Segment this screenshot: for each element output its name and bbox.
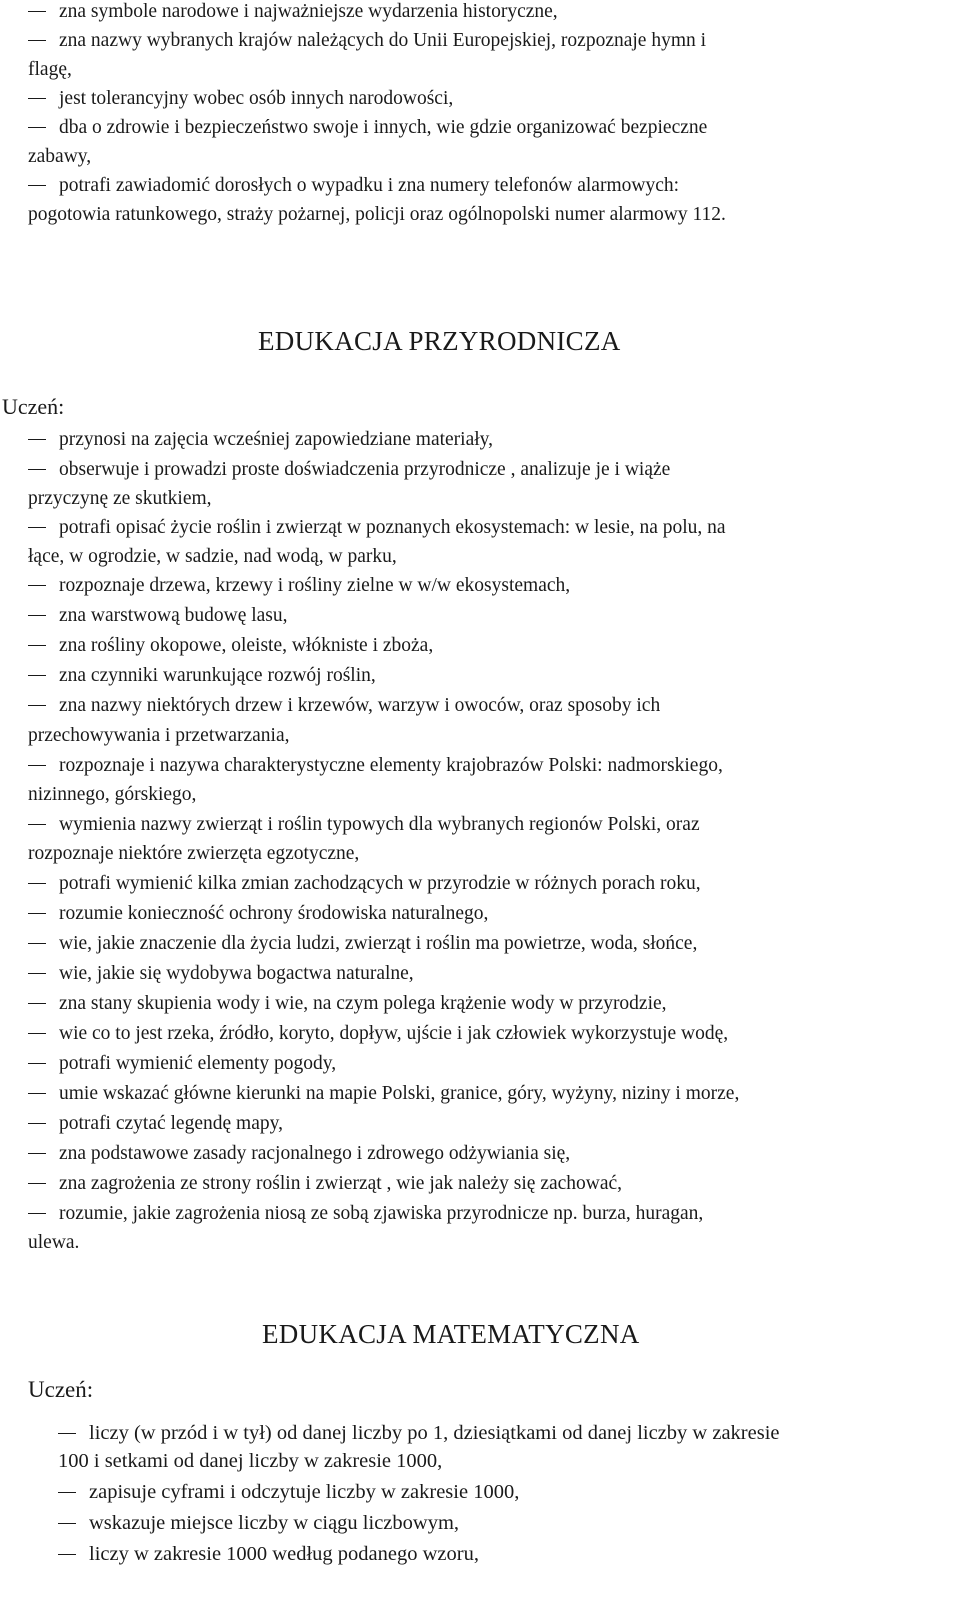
dash-bullet-icon: [28, 1033, 46, 1035]
list-item: liczy (w przód i w tył) od danej liczby po 1, dziesiątkami od danej liczby w zakresie: [58, 1421, 780, 1445]
section-heading: EDUKACJA PRZYRODNICZA: [258, 326, 621, 356]
dash-bullet-icon: [28, 943, 46, 945]
dash-bullet-icon: [28, 1213, 46, 1215]
list-item-continuation: flagę,: [28, 59, 72, 80]
list-item-continuation: rozpoznaje niektóre zwierzęta egzotyczne,: [28, 843, 360, 864]
list-item: wie, jakie się wydobywa bogactwa naturalne,: [28, 962, 414, 986]
list-item: obserwuje i prowadzi proste doświadczenia przyrodnicze , analizuje je i wiąże: [28, 458, 670, 482]
list-item-continuation: przechowywania i przetwarzania,: [28, 725, 290, 746]
dash-bullet-icon: [58, 1492, 76, 1494]
dash-bullet-icon: [28, 40, 46, 42]
list-item: rozumie, jakie zagrożenia niosą ze sobą zjawiska przyrodnicze np. burza, huragan,: [28, 1202, 703, 1226]
dash-bullet-icon: [28, 1003, 46, 1005]
dash-bullet-icon: [58, 1523, 76, 1525]
list-item-continuation: zabawy,: [28, 146, 92, 167]
list-item: jest tolerancyjny wobec osób innych narodowości,: [28, 87, 453, 111]
dash-bullet-icon: [28, 185, 46, 187]
list-item: wie co to jest rzeka, źródło, koryto, dopływ, ujście i jak człowiek wykorzystuje wodę,: [28, 1022, 728, 1046]
list-item: rozpoznaje drzewa, krzewy i rośliny zielne w w/w ekosystemach,: [28, 574, 570, 598]
list-item: przynosi na zajęcia wcześniej zapowiedziane materiały,: [28, 428, 493, 452]
dash-bullet-icon: [58, 1554, 76, 1556]
list-item: liczy w zakresie 1000 według podanego wzoru,: [58, 1542, 479, 1566]
list-item: zna nazwy wybranych krajów należących do Unii Europejskiej, rozpoznaje hymn i: [28, 29, 706, 53]
dash-bullet-icon: [28, 1123, 46, 1125]
list-item: zna stany skupienia wody i wie, na czym polega krążenie wody w przyrodzie,: [28, 992, 667, 1016]
list-item: potrafi czytać legendę mapy,: [28, 1112, 283, 1136]
list-item: rozpoznaje i nazywa charakterystyczne elementy krajobrazów Polski: nadmorskiego,: [28, 754, 723, 778]
list-item-continuation: przyczynę ze skutkiem,: [28, 488, 212, 509]
list-item: zapisuje cyframi i odczytuje liczby w zakresie 1000,: [58, 1480, 519, 1504]
dash-bullet-icon: [28, 585, 46, 587]
list-item: umie wskazać główne kierunki na mapie Polski, granice, góry, wyżyny, niziny i morze,: [28, 1082, 739, 1106]
list-item: wskazuje miejsce liczby w ciągu liczbowym,: [58, 1511, 459, 1535]
dash-bullet-icon: [28, 1153, 46, 1155]
dash-bullet-icon: [28, 1063, 46, 1065]
section-heading: EDUKACJA MATEMATYCZNA: [262, 1319, 640, 1349]
list-item-continuation: nizinnego, górskiego,: [28, 784, 197, 805]
list-item: zna symbole narodowe i najważniejsze wydarzenia historyczne,: [28, 0, 558, 24]
dash-bullet-icon: [28, 98, 46, 100]
dash-bullet-icon: [28, 973, 46, 975]
dash-bullet-icon: [28, 645, 46, 647]
dash-bullet-icon: [28, 675, 46, 677]
list-item: potrafi zawiadomić dorosłych o wypadku i zna numery telefonów alarmowych:: [28, 174, 679, 198]
dash-bullet-icon: [28, 439, 46, 441]
list-item: zna podstawowe zasady racjonalnego i zdrowego odżywiania się,: [28, 1142, 570, 1166]
list-item: potrafi wymienić elementy pogody,: [28, 1052, 336, 1076]
list-item: zna czynniki warunkujące rozwój roślin,: [28, 664, 376, 688]
dash-bullet-icon: [28, 765, 46, 767]
list-item: potrafi opisać życie roślin i zwierząt w poznanych ekosystemach: w lesie, na polu, na: [28, 516, 726, 540]
list-item-continuation: pogotowia ratunkowego, straży pożarnej, policji oraz ogólnopolski numer alarmowy 112.: [28, 204, 726, 225]
list-item: zna rośliny okopowe, oleiste, włókniste i zboża,: [28, 634, 433, 658]
list-item: zna nazwy niektórych drzew i krzewów, warzyw i owoców, oraz sposoby ich: [28, 694, 660, 718]
dash-bullet-icon: [28, 883, 46, 885]
list-item-continuation: ulewa.: [28, 1232, 80, 1253]
student-label: Uczeń:: [2, 394, 65, 419]
dash-bullet-icon: [28, 11, 46, 13]
list-item: zna warstwową budowę lasu,: [28, 604, 288, 628]
dash-bullet-icon: [28, 1183, 46, 1185]
dash-bullet-icon: [28, 824, 46, 826]
dash-bullet-icon: [28, 705, 46, 707]
dash-bullet-icon: [28, 527, 46, 529]
list-item: wie, jakie znaczenie dla życia ludzi, zwierząt i roślin ma powietrze, woda, słońce,: [28, 932, 697, 956]
dash-bullet-icon: [28, 913, 46, 915]
dash-bullet-icon: [58, 1433, 76, 1435]
list-item: wymienia nazwy zwierząt i roślin typowych dla wybranych regionów Polski, oraz: [28, 813, 700, 837]
list-item: potrafi wymienić kilka zmian zachodzących w przyrodzie w różnych porach roku,: [28, 872, 701, 896]
list-item: rozumie konieczność ochrony środowiska naturalnego,: [28, 902, 488, 926]
list-item-continuation: 100 i setkami od danej liczby w zakresie 1000,: [58, 1450, 443, 1472]
list-item-continuation: łące, w ogrodzie, w sadzie, nad wodą, w parku,: [28, 546, 397, 567]
list-item: dba o zdrowie i bezpieczeństwo swoje i innych, wie gdzie organizować bezpieczne: [28, 116, 707, 140]
list-item: zna zagrożenia ze strony roślin i zwierząt , wie jak należy się zachować,: [28, 1172, 622, 1196]
dash-bullet-icon: [28, 1093, 46, 1095]
student-label: Uczeń:: [28, 1377, 94, 1402]
dash-bullet-icon: [28, 469, 46, 471]
dash-bullet-icon: [28, 127, 46, 129]
dash-bullet-icon: [28, 615, 46, 617]
